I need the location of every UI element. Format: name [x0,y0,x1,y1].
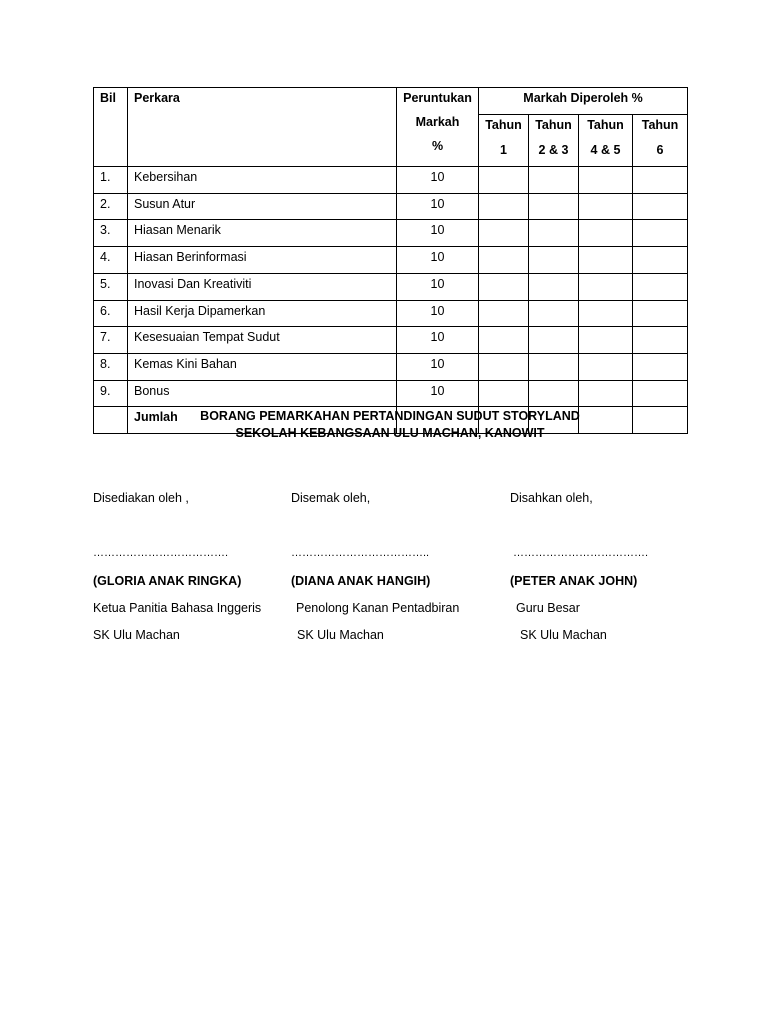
row-markah: 10 [397,353,479,380]
table-row [94,300,688,327]
row-perkara: Kemas Kini Bahan [128,353,397,380]
row-tahun-45-cell[interactable] [579,273,633,300]
row-tahun-6-cell[interactable] [633,193,688,220]
row-markah: 10 [397,327,479,354]
form-title: BORANG PEMARKAHAN PERTANDINGAN SUDUT STORYLAND [200,409,580,423]
row-tahun-23-cell[interactable] [529,193,579,220]
row-tahun-6-cell[interactable] [633,247,688,274]
row-tahun-1-cell[interactable] [479,353,529,380]
prepared-school: SK Ulu Machan [93,628,180,642]
prepared-name: (GLORIA ANAK RINGKA) [93,574,242,588]
header-tahun-6-b: 6 [633,140,688,166]
prepared-position: Ketua Panitia Bahasa Inggeris [93,601,262,615]
prepared-label: Disediakan oleh , [93,491,189,505]
row-tahun-23-cell[interactable] [529,353,579,380]
school-title: SEKOLAH KEBANGSAAN ULU MACHAN, KANOWIT [235,426,545,440]
header-bil: Bil [94,88,128,167]
approved-signature-line: ………………………………. [513,547,649,559]
row-tahun-45-cell[interactable] [579,353,633,380]
scoring-table [93,87,688,434]
table-row [94,247,688,274]
row-tahun-6-cell[interactable] [633,167,688,194]
row-tahun-1-cell[interactable] [479,193,529,220]
approved-position: Guru Besar [516,601,580,615]
header-tahun-1-a: Tahun [479,114,529,140]
checked-name: (DIANA ANAK HANGIH) [291,574,431,588]
table-row [94,353,688,380]
row-bil: 3. [94,220,128,247]
row-tahun-6-cell[interactable] [633,353,688,380]
row-tahun-1-cell[interactable] [479,247,529,274]
checked-label: Disemak oleh, [291,491,371,505]
row-tahun-6-cell[interactable] [633,327,688,354]
row-tahun-23-cell[interactable] [529,247,579,274]
row-tahun-45-cell[interactable] [579,380,633,407]
checked-school: SK Ulu Machan [297,628,384,642]
row-bil: 9. [94,380,128,407]
row-tahun-1-cell[interactable] [479,380,529,407]
row-tahun-6-cell[interactable] [633,300,688,327]
header-perkara: Perkara [128,88,397,167]
row-tahun-45-cell[interactable] [579,193,633,220]
row-perkara: Hiasan Berinformasi [128,247,397,274]
table-row [94,220,688,247]
row-tahun-23-cell[interactable] [529,220,579,247]
row-tahun-45-cell[interactable] [579,247,633,274]
row-perkara: Bonus [128,380,397,407]
row-tahun-6-cell[interactable] [633,273,688,300]
prepared-signature-line: ………………………………. [93,547,229,559]
table-row [94,380,688,407]
row-markah: 10 [397,247,479,274]
header-tahun-45-a: Tahun [579,114,633,140]
row-tahun-1-cell[interactable] [479,300,529,327]
row-perkara: Hiasan Menarik [128,220,397,247]
row-perkara: Susun Atur [128,193,397,220]
row-markah: 10 [397,300,479,327]
table-header-row [94,88,688,115]
row-bil: 4. [94,247,128,274]
row-perkara: Hasil Kerja Dipamerkan [128,300,397,327]
row-markah: 10 [397,273,479,300]
row-bil: 5. [94,273,128,300]
row-bil: 8. [94,353,128,380]
checked-position: Penolong Kanan Pentadbiran [296,601,460,615]
row-bil: 7. [94,327,128,354]
row-tahun-45-cell[interactable] [579,327,633,354]
header-markah-diperoleh: Markah Diperoleh % [479,88,688,115]
row-bil: 2. [94,193,128,220]
row-markah: 10 [397,220,479,247]
header-tahun-23-b: 2 & 3 [529,140,579,166]
row-tahun-1-cell[interactable] [479,167,529,194]
row-tahun-45-cell[interactable] [579,220,633,247]
row-bil: 1. [94,167,128,194]
row-perkara: Inovasi Dan Kreativiti [128,273,397,300]
row-tahun-6-cell[interactable] [633,380,688,407]
total-label: Jumlah [128,407,397,434]
row-tahun-6-cell[interactable] [633,220,688,247]
table-row [94,273,688,300]
row-tahun-23-cell[interactable] [529,327,579,354]
header-tahun-23-a: Tahun [529,114,579,140]
row-tahun-1-cell[interactable] [479,327,529,354]
table-row [94,327,688,354]
header-peruntukan-line3: % [431,139,444,153]
row-tahun-23-cell[interactable] [529,300,579,327]
row-tahun-45-cell[interactable] [579,167,633,194]
row-markah: 10 [397,193,479,220]
row-tahun-23-cell[interactable] [529,273,579,300]
table-body [94,167,688,407]
row-tahun-1-cell[interactable] [479,220,529,247]
header-peruntukan-line1: Peruntukan [403,91,472,105]
row-markah: 10 [397,167,479,194]
header-tahun-6-a: Tahun [633,114,688,140]
table-row [94,193,688,220]
header-tahun-45-b: 4 & 5 [579,140,633,166]
row-bil: 6. [94,300,128,327]
approved-school: SK Ulu Machan [520,628,607,642]
approved-label: Disahkan oleh, [510,491,593,505]
row-tahun-23-cell[interactable] [529,167,579,194]
header-peruntukan-line2: Markah [415,115,460,129]
header-tahun-1-b: 1 [479,140,529,166]
table-row [94,167,688,194]
checked-signature-line: ……………………………….. [291,547,430,559]
row-tahun-45-cell[interactable] [579,300,633,327]
row-tahun-1-cell[interactable] [479,273,529,300]
row-tahun-23-cell[interactable] [529,380,579,407]
row-perkara: Kebersihan [128,167,397,194]
header-peruntukan [397,88,479,167]
row-perkara: Kesesuaian Tempat Sudut [128,327,397,354]
approved-name: (PETER ANAK JOHN) [510,574,638,588]
row-markah: 10 [397,380,479,407]
